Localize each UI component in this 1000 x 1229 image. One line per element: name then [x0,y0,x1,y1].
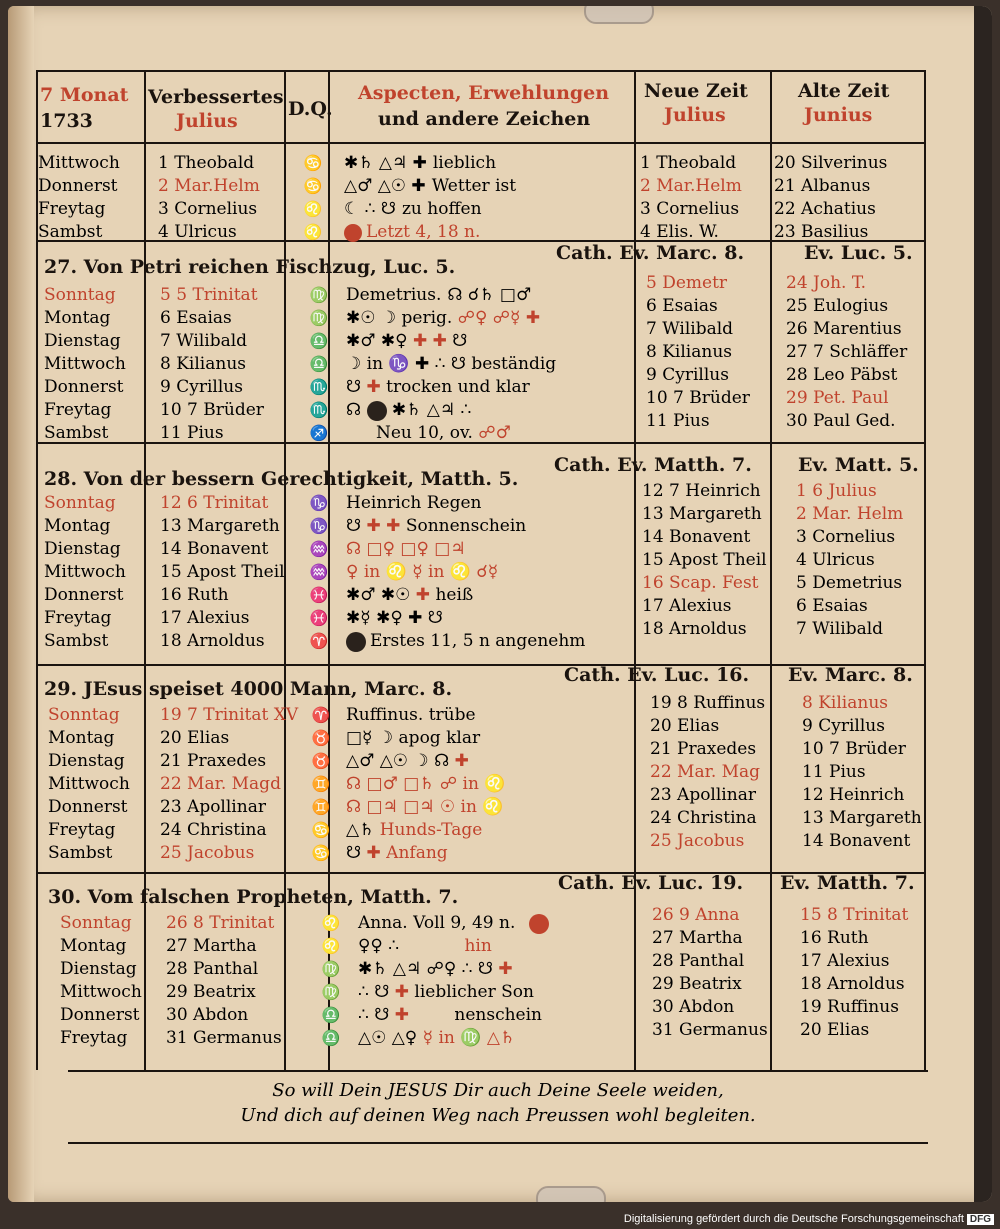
saint-day: 15 Apost Theil [160,562,285,582]
aspect-text: Erstes 11, 5 n angenehm [370,631,586,651]
footer-rule [68,1142,928,1144]
header-aspects: Aspecten, Erwehlungen [358,82,610,104]
rule [38,142,924,144]
aspect-text: perig. [401,308,453,328]
week0-days [38,152,120,244]
day-name: Mittwoch [60,982,142,1002]
new-moon-icon [367,401,387,421]
week4-newtime [652,904,768,1042]
saint-day: 18 Arnoldus [800,974,905,994]
header-old-time-month: Junius [804,104,873,126]
week4-cath: Cath. Ev. Luc. 19. [558,872,744,894]
saint-day: 2 Mar.Helm [640,176,742,196]
day-name: Sambst [44,423,109,443]
moon-icon [344,224,362,242]
saint-day: 28 Leo Päbst [786,365,898,385]
saint-day: 16 Ruth [160,585,229,605]
day-name: Dienstag [48,751,125,771]
saint-day: 2 Mar. Helm [796,504,904,524]
saint-day: 9 Cyrillus [160,377,243,397]
zodiac-column: ♑ ♑ ♒ ♒ ♓ ♓ ♈ [309,494,329,650]
saint-day: 8 Kilianus [802,693,888,713]
zodiac-column: ♍ ♍ ♎ ♎ ♏ ♏ ♐ [309,286,329,442]
saint-day: 26 9 Anna [652,905,740,925]
clip-top [584,6,654,24]
week3-newtime [650,692,765,853]
aspect-text: trocken und klar [386,377,530,397]
saint-day: 4 Ulricus [158,222,237,242]
aspect-text: zu hoffen [401,199,482,219]
saint-day: 4 Elis. W. [640,222,719,242]
saint-day: 30 Paul Ged. [786,411,896,431]
saint-day: 20 Silverinus [774,153,888,173]
week3-aspects: Ruffinus. trübe □☿ ☽ apog klar △♂ △☉ ☽ ☊ ✚ ☊ □♂ □♄ ☍ in ♌ ☊ □♃ □♃ ☉ in ♌ △♄ Hunds-Tage ☋ ✚ Anfang [346,705,506,863]
saint-day: 13 Margareth [802,808,922,828]
saint-day: 28 Panthal [652,951,745,971]
saint-day: 2 Mar.Helm [158,176,260,196]
week4-days [60,912,142,1050]
saint-day: 27 Martha [652,928,743,948]
rule [634,70,636,1070]
week2-title: 28. Von der bessern Gerechtigkeit, Matth. 5. [44,468,519,490]
day-name: Donnerst [38,176,118,196]
day-name: Freytag [44,608,112,628]
saint-day: 11 Pius [160,423,224,443]
saint-day: 17 Alexius [642,596,732,616]
saint-day: 31 Germanus [652,1020,768,1040]
aspect-text: hin [464,936,492,956]
saint-day: 26 8 Trinitat [166,913,275,933]
saint-day: 11 Pius [802,762,866,782]
saint-day: 8 Kilianus [160,354,246,374]
dfg-logo: DFG [967,1214,994,1225]
saint-day: 29 Beatrix [652,974,742,994]
saint-day: 1 Theobald [158,153,255,173]
week1-newtime [646,272,750,433]
day-name: Freytag [60,1028,128,1048]
day-name: Sonntag [44,493,116,513]
week4-ev: Ev. Matth. 7. [780,872,915,894]
saint-day: 30 Abdon [166,1005,249,1025]
saint-day: 20 Elias [160,728,230,748]
aspect-text: Hunds-Tage [379,820,483,840]
saint-day: 21 Albanus [774,176,871,196]
day-name: Sonntag [44,285,116,305]
saint-day: 18 Arnoldus [642,619,747,639]
week3-cath: Cath. Ev. Luc. 16. [564,664,750,686]
saint-day: 23 Basilius [774,222,869,242]
saint-day: 22 Mar. Mag [650,762,761,782]
verse-line-1: So will Dein JESUS Dir auch Deine Seele weiden, [272,1080,724,1101]
week1-title: 27. Von Petri reichen Fischzug, Luc. 5. [44,256,456,278]
day-name: Sonntag [60,913,132,933]
aspect-text: Wetter ist [431,176,517,196]
week1-days [44,284,126,445]
saint-day: 24 Christina [650,808,757,828]
aspect-text: nenschein [454,1005,542,1025]
saint-day: 27 7 Schläffer [786,342,908,362]
day-name: Montag [44,516,111,536]
day-name: Mittwoch [44,562,126,582]
week0-oldtime [774,152,887,244]
saint-day: 14 Bonavent [802,831,911,851]
aspect-text: lieblicher Son [414,982,534,1002]
day-name: Freytag [48,820,116,840]
saint-day: 23 Apollinar [650,785,756,805]
full-moon-icon [529,914,549,934]
week2-days [44,492,126,653]
week2-new [160,492,285,653]
rule [144,70,146,1070]
aspect-text: apog klar [398,728,481,748]
header-aspects-sub: und andere Zeichen [378,108,591,130]
saint-day: 7 Wilibald [796,619,884,639]
saint-day: 1 6 Julius [796,481,877,501]
aspect-text: Anfang [386,843,448,863]
saint-day: 3 Cornelius [640,199,740,219]
day-name: Dienstag [44,331,121,351]
saint-day: 31 Germanus [166,1028,282,1048]
saint-day: 9 Cyrillus [646,365,729,385]
saint-day: 8 Kilianus [646,342,732,362]
week2-cath: Cath. Ev. Matth. 7. [554,454,752,476]
saint-day: 6 Esaias [796,596,868,616]
week0-aspects: ✱♄ △♃ ✚ lieblich △♂ △☉ ✚ Wetter ist ☾ ∴ ☋ zu hoffen Letzt 4, 18 n. [344,153,517,242]
saint-day: 3 Cornelius [158,199,258,219]
aspect-text: Letzt 4, 18 n. [366,222,481,242]
saint-day: 22 Mar. Magd [160,774,281,794]
first-quarter-icon [346,632,366,652]
saint-day: 15 Apost Theil [642,550,767,570]
saint-day: 20 Elias [650,716,720,736]
day-name: Sambst [38,222,103,242]
verse-line-2: Und dich auf deinen Weg nach Preussen wohl begleiten. [240,1105,756,1126]
saint-day: 15 8 Trinitat [800,905,909,925]
saint-day: 10 7 Brüder [802,739,906,759]
closing-verse [68,1070,928,1144]
saint-day: 25 Jacobus [160,843,255,863]
day-name: Montag [60,936,127,956]
day-name: Mittwoch [44,354,126,374]
week4-oldtime [800,904,908,1042]
aspect-text: lieblich [432,153,497,173]
week2-oldtime [796,480,903,641]
saint-day: 12 6 Trinitat [160,493,269,513]
week1-new [160,284,264,445]
saint-day: 11 Pius [646,411,710,431]
aspect-text: heiß [435,585,474,605]
day-name: Dienstag [44,539,121,559]
saint-day: 13 Margareth [160,516,280,536]
saint-day: 9 Cyrillus [802,716,885,736]
aspect-text: Sonnenschein [405,516,527,536]
saint-day: 18 Arnoldus [160,631,265,651]
day-name: Montag [44,308,111,328]
saint-day: 25 Jacobus [650,831,745,851]
day-name: Mittwoch [48,774,130,794]
saint-day: 7 Wilibald [160,331,248,351]
saint-day: 10 7 Brüder [160,400,264,420]
day-name: Donnerst [48,797,128,817]
header-month: 7 Monat [40,84,129,106]
day-name: Freytag [38,199,106,219]
zodiac-column: ♈ ♉ ♉ ♊ ♊ ♋ ♋ [311,706,331,862]
header-new-time: Neue Zeit [644,80,748,102]
saint-day: 25 Eulogius [786,296,889,316]
day-name: Donnerst [60,1005,140,1025]
saint-day: 6 Esaias [160,308,232,328]
day-name: Sambst [48,843,113,863]
saint-day: 10 7 Brüder [646,388,750,408]
saint-day: 19 Ruffinus [800,997,899,1017]
week4-aspects: Anna. Voll 9, 49 n. ♀♀ ∴ hin ✱♄ △♃ ☍♀ ∴ ☋ ✚ ∴ ☋ ✚ lieblicher Son ∴ ☋ ✚ nenschein △☉ △♀ ☿ in ♍ △♄ [358,912,549,1050]
saint-day: 22 Achatius [774,199,876,219]
week1-cath: Cath. Ev. Marc. 8. [556,242,745,264]
aspect-text: Anna. Voll 9, 49 n. [358,913,516,933]
zodiac-column: ♌ ♌ ♍ ♍ ♎ ♎ [321,914,341,1047]
aspect-text: Neu 10, ov. [376,423,473,443]
aspect-text: Heinrich Regen [346,493,482,513]
day-name: Mittwoch [38,153,120,173]
zodiac-column: ♋ ♋ ♌ ♌ [303,154,323,241]
day-name: Freytag [44,400,112,420]
week0-new [158,152,260,244]
rule [770,70,772,1070]
saint-day: 17 Alexius [800,951,890,971]
saint-day: 5 Demetrius [796,573,903,593]
week3-ev: Ev. Marc. 8. [788,664,913,686]
saint-day: 5 5 Trinitat [160,285,258,305]
week2-aspects: Heinrich Regen ☋ ✚ ✚ Sonnenschein ☊ □♀ □♀ □♃ ♀ in ♌ ☿ in ♌ ☌☿ ✱♂ ✱☉ ✚ heiß ✱☿ ✱♀ ✚ ☋ Erstes 11, 5 n angenehm [346,493,586,651]
saint-day: 20 Elias [800,1020,870,1040]
saint-day: 16 Ruth [800,928,869,948]
saint-day: 13 Margareth [642,504,762,524]
saint-day: 29 Pet. Paul [786,388,889,408]
header-new-time-month: Julius [664,104,726,126]
book-edge [974,6,992,1202]
saint-day: 17 Alexius [160,608,250,628]
day-name: Donnerst [44,377,124,397]
header-old-time: Alte Zeit [798,80,890,102]
saint-day: 24 Joh. T. [786,273,867,293]
saint-day: 19 8 Ruffinus [650,693,766,713]
saint-day: 3 Cornelius [796,527,896,547]
week2-newtime [642,480,767,641]
week3-title: 29. JEsus speiset 4000 Mann, Marc. 8. [44,678,453,700]
saint-day: 21 Praxedes [160,751,267,771]
day-name: Donnerst [44,585,124,605]
saint-day: 4 Ulricus [796,550,875,570]
aspect-text: Ruffinus. trübe [346,705,476,725]
saint-day: 1 Theobald [640,153,737,173]
header-new-calendar: Verbessertes [148,86,284,108]
credit-text: Digitalisierung gefördert durch die Deutsche Forschungsgemeinschaft [623,1213,964,1225]
day-name: Sonntag [48,705,120,725]
week0-newtime [640,152,742,244]
saint-day: 12 Heinrich [802,785,905,805]
aspect-text: Demetrius. [346,285,442,305]
saint-day: 24 Christina [160,820,267,840]
saint-day: 14 Bonavent [160,539,269,559]
saint-day: 5 Demetr [646,273,728,293]
rule [38,70,924,72]
aspect-text: beständig [471,354,557,374]
saint-day: 29 Beatrix [166,982,256,1002]
saint-day: 16 Scap. Fest [642,573,759,593]
week1-ev: Ev. Luc. 5. [804,242,913,264]
week1-aspects: Demetrius. ☊ ☌♄ □♂ ✱☉ ☽ perig. ☍♀ ☍☿ ✚ ✱♂ ✱♀ ✚ ✚ ☋ ☽ in ♑ ✚ ∴ ☋ beständig ☋ ✚ trocken und klar ☊ ✱♄ △♃ ∴ Neu 10, ov. ☍♂ [346,285,557,443]
page-gutter [8,6,34,1202]
saint-day: 6 Esaias [646,296,718,316]
saint-day: 12 7 Heinrich [642,481,761,501]
week3-oldtime [802,692,922,853]
header-dq: D.Q. [288,98,333,120]
saint-day: 26 Marentius [786,319,902,339]
saint-day: 14 Bonavent [642,527,751,547]
week4-new [166,912,282,1050]
week3-days [48,704,130,865]
almanac-page [8,6,992,1202]
day-name: Sambst [44,631,109,651]
day-name: Montag [48,728,115,748]
header-new-month: Julius [176,110,238,132]
week1-oldtime [786,272,907,433]
saint-day: 28 Panthal [166,959,259,979]
dfg-credit [624,1213,994,1225]
saint-day: 27 Martha [166,936,257,956]
week4-title: 30. Vom falschen Propheten, Matth. 7. [48,886,459,908]
saint-day: 23 Apollinar [160,797,266,817]
header-year: 1733 [40,110,93,132]
saint-day: 19 7 Trinitat XV [160,705,299,725]
saint-day: 30 Abdon [652,997,735,1017]
saint-day: 21 Praxedes [650,739,757,759]
saint-day: 7 Wilibald [646,319,734,339]
week3-new [160,704,298,865]
clip-bottom [536,1186,606,1202]
day-name: Dienstag [60,959,137,979]
week2-ev: Ev. Matt. 5. [798,454,919,476]
